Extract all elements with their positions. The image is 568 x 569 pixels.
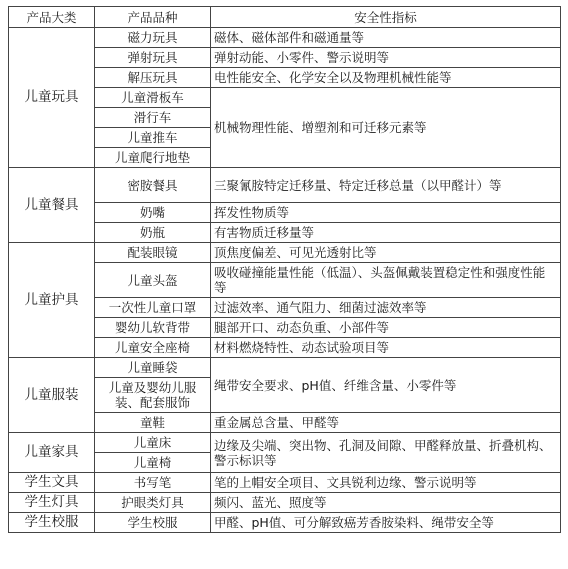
product-cell: 儿童床 bbox=[95, 433, 211, 453]
product-cell: 婴幼儿软背带 bbox=[95, 318, 211, 338]
product-cell: 儿童推车 bbox=[95, 128, 211, 148]
table-header-row bbox=[9, 7, 561, 28]
category-cell: 儿童玩具 bbox=[9, 28, 95, 168]
table-row bbox=[9, 473, 561, 493]
product-cell: 弹射玩具 bbox=[95, 48, 211, 68]
product-cell: 学生校服 bbox=[95, 513, 211, 533]
product-cell: 儿童滑板车 bbox=[95, 88, 211, 108]
product-cell: 儿童及婴幼儿服装、配套服饰 bbox=[95, 378, 211, 413]
product-cell: 一次性儿童口罩 bbox=[95, 298, 211, 318]
category-cell: 儿童护具 bbox=[9, 243, 95, 358]
product-cell: 奶嘴 bbox=[95, 203, 211, 223]
product-cell: 解压玩具 bbox=[95, 68, 211, 88]
indicator-cell: 电性能安全、化学安全以及物理机械性能等 bbox=[211, 68, 561, 88]
table-body bbox=[9, 28, 561, 533]
indicator-cell: 弹射动能、小零件、警示说明等 bbox=[211, 48, 561, 68]
indicator-cell: 绳带安全要求、pH值、纤维含量、小零件等 bbox=[211, 358, 561, 413]
indicator-cell: 挥发性物质等 bbox=[211, 203, 561, 223]
product-cell: 儿童安全座椅 bbox=[95, 338, 211, 358]
indicator-cell: 腿部开口、动态负重、小部件等 bbox=[211, 318, 561, 338]
product-cell: 书写笔 bbox=[95, 473, 211, 493]
indicator-cell: 材料燃烧特性、动态试验项目等 bbox=[211, 338, 561, 358]
product-cell: 滑行车 bbox=[95, 108, 211, 128]
table-row bbox=[9, 243, 561, 263]
indicator-cell: 重金属总含量、甲醛等 bbox=[211, 413, 561, 433]
category-cell: 学生文具 bbox=[9, 473, 95, 493]
table-row bbox=[9, 358, 561, 378]
product-cell: 磁力玩具 bbox=[95, 28, 211, 48]
product-cell: 密胺餐具 bbox=[95, 168, 211, 203]
product-cell: 儿童爬行地垫 bbox=[95, 148, 211, 168]
indicator-cell: 边缘及尖端、突出物、孔洞及间隙、甲醛释放量、折叠机构、警示标识等 bbox=[211, 433, 561, 473]
category-cell: 儿童服装 bbox=[9, 358, 95, 433]
table-row bbox=[9, 493, 561, 513]
indicator-cell: 机械物理性能、增塑剂和可迁移元素等 bbox=[211, 88, 561, 168]
category-cell: 儿童家具 bbox=[9, 433, 95, 473]
safety-indicator-table bbox=[8, 6, 561, 533]
header-category: 产品大类 bbox=[9, 7, 95, 28]
header-product: 产品品种 bbox=[95, 7, 211, 28]
indicator-cell: 频闪、蓝光、照度等 bbox=[211, 493, 561, 513]
indicator-cell: 过滤效率、通气阻力、细菌过滤效率等 bbox=[211, 298, 561, 318]
header-indicator: 安全性指标 bbox=[211, 7, 561, 28]
table-row bbox=[9, 28, 561, 48]
category-cell: 学生校服 bbox=[9, 513, 95, 533]
indicator-cell: 三聚氰胺特定迁移量、特定迁移总量（以甲醛计）等 bbox=[211, 168, 561, 203]
table-row bbox=[9, 433, 561, 453]
product-cell: 护眼类灯具 bbox=[95, 493, 211, 513]
product-cell: 儿童睡袋 bbox=[95, 358, 211, 378]
indicator-cell: 有害物质迁移量等 bbox=[211, 223, 561, 243]
table-row bbox=[9, 168, 561, 203]
product-cell: 配装眼镜 bbox=[95, 243, 211, 263]
product-cell: 儿童椅 bbox=[95, 453, 211, 473]
product-cell: 奶瓶 bbox=[95, 223, 211, 243]
product-cell: 童鞋 bbox=[95, 413, 211, 433]
product-cell: 儿童头盔 bbox=[95, 263, 211, 298]
indicator-cell: 笔的上帽安全项目、文具锐利边缘、警示说明等 bbox=[211, 473, 561, 493]
indicator-cell: 磁体、磁体部件和磁通量等 bbox=[211, 28, 561, 48]
category-cell: 儿童餐具 bbox=[9, 168, 95, 243]
indicator-cell: 甲醛、pH值、可分解致癌芳香胺染料、绳带安全等 bbox=[211, 513, 561, 533]
table-row bbox=[9, 513, 561, 533]
indicator-cell: 顶焦度偏差、可见光透射比等 bbox=[211, 243, 561, 263]
indicator-cell: 吸收碰撞能量性能（低温）、头盔佩戴装置稳定性和强度性能等 bbox=[211, 263, 561, 298]
category-cell: 学生灯具 bbox=[9, 493, 95, 513]
